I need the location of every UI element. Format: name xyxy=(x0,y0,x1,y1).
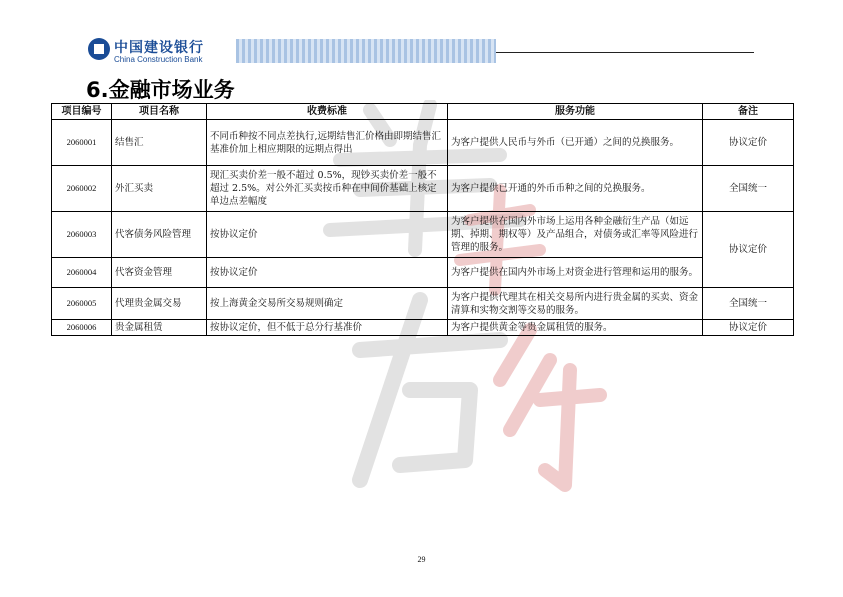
fee-standard: 不同币种按不同点差执行,远期结售汇价格由即期结售汇基准价加上相应期限的远期点得出 xyxy=(207,120,448,166)
column-header-code: 项目编号 xyxy=(52,104,112,120)
note: 协议定价 xyxy=(703,120,794,166)
header-rule xyxy=(496,52,754,53)
item-code: 2060005 xyxy=(52,288,112,320)
service-function: 为客户提供在国内外市场上运用各种金融衍生产品（如远期、掉期、期权等）及产品组合，对债务或汇率等风险进行管理的服务。 xyxy=(448,212,703,258)
service-function: 为客户提供人民币与外币（已开通）之间的兑换服务。 xyxy=(448,120,703,166)
page-number: 29 xyxy=(417,555,426,564)
table-row xyxy=(52,120,794,166)
note: 协议定价 xyxy=(703,320,794,336)
note: 全国统一 xyxy=(703,288,794,320)
fee-standard: 按协议定价 xyxy=(207,258,448,288)
table-row xyxy=(52,212,794,258)
column-header-note: 备注 xyxy=(703,104,794,120)
section-title: 6.金融市场业务 xyxy=(86,78,235,102)
item-name: 贵金属租赁 xyxy=(112,320,207,336)
item-code: 2060003 xyxy=(52,212,112,258)
service-function: 为客户提供黄金等贵金属租赁的服务。 xyxy=(448,320,703,336)
logo-chinese-name: 中国建设银行 xyxy=(114,40,204,56)
table-row xyxy=(52,166,794,212)
fee-standard: 现汇买卖价差一般不超过 0.5%，现钞买卖价差一般不超过 2.5%。对公外汇买卖按币种在中间价基础上核定单边点差幅度 xyxy=(207,166,448,212)
item-code: 2060006 xyxy=(52,320,112,336)
service-function: 为客户提供已开通的外币币种之间的兑换服务。 xyxy=(448,166,703,212)
table-header-row xyxy=(52,104,794,120)
item-code: 2060002 xyxy=(52,166,112,212)
service-function: 为客户提供代理其在相关交易所内进行贵金属的买卖、资金清算和实物交割等交易的服务。 xyxy=(448,288,703,320)
item-name: 外汇买卖 xyxy=(112,166,207,212)
note: 协议定价 xyxy=(703,212,794,288)
header-decorative-band xyxy=(236,39,496,63)
ccb-logo xyxy=(86,35,236,69)
logo-english-name: China Construction Bank xyxy=(114,55,203,64)
item-name: 结售汇 xyxy=(112,120,207,166)
item-code: 2060004 xyxy=(52,258,112,288)
service-function: 为客户提供在国内外市场上对资金进行管理和运用的服务。 xyxy=(448,258,703,288)
fee-standard: 按协议定价，但不低于总分行基准价 xyxy=(207,320,448,336)
item-name: 代客资金管理 xyxy=(112,258,207,288)
ccb-logo-icon xyxy=(88,38,110,60)
item-name: 代理贵金属交易 xyxy=(112,288,207,320)
item-name: 代客债务风险管理 xyxy=(112,212,207,258)
note: 全国统一 xyxy=(703,166,794,212)
table-row xyxy=(52,288,794,320)
item-code: 2060001 xyxy=(52,120,112,166)
table-row xyxy=(52,320,794,336)
column-header-function: 服务功能 xyxy=(448,104,703,120)
fee-standard: 按上海黄金交易所交易规则确定 xyxy=(207,288,448,320)
column-header-fee: 收费标准 xyxy=(207,104,448,120)
table-row xyxy=(52,258,794,288)
page-header xyxy=(86,35,766,69)
column-header-name: 项目名称 xyxy=(112,104,207,120)
fee-table xyxy=(51,103,794,336)
fee-standard: 按协议定价 xyxy=(207,212,448,258)
